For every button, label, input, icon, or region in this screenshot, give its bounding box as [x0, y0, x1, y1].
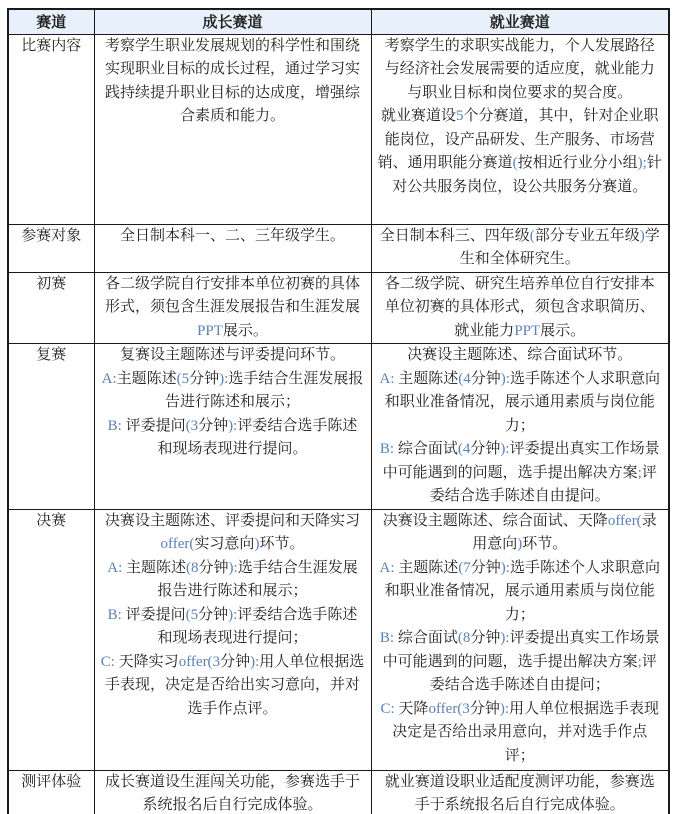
text-segment: 考察学生职业发展规划的科学性和围绕实现职业目标的成长过程，通过学习实践持续提升职业目标的达成度，增强综合素质和能力。	[104, 37, 360, 124]
halfwidth-text: ;	[637, 653, 642, 670]
row-label-cell: 决赛	[8, 509, 94, 770]
text-segment: 就业赛道设职业适配度测评功能，参赛选手于系统报名后自行完成体验。	[384, 773, 655, 813]
halfwidth-text: C:	[100, 653, 119, 670]
paragraph	[101, 651, 365, 722]
halfwidth-text: A:	[107, 559, 127, 576]
paragraph	[378, 557, 663, 628]
row-label-cell: 参赛对象	[8, 224, 94, 272]
halfwidth-text: PPT	[197, 322, 223, 339]
text-segment: 分钟	[220, 653, 251, 670]
halfwidth-text: 5	[456, 108, 464, 124]
halfwidth-text: (5	[185, 606, 199, 623]
text-segment: 决赛设主题陈述、评委提问和天降实习	[104, 512, 360, 529]
growth-cell	[94, 344, 371, 510]
employment-cell	[371, 272, 669, 344]
text-segment: 按相近行业分小组	[517, 155, 638, 171]
header-cell-growth-track: 成长赛道	[94, 9, 371, 34]
paragraph	[378, 510, 663, 557]
text-segment: 各二级学院、研究生培养单位自行安排本单位初赛的具体形式，须包含求职简历、就业能力	[384, 275, 655, 339]
text-segment: 用人单位根据选手表现决定是否给出录用意向，并对选手作点评；	[392, 700, 660, 764]
halfwidth-text: offer(	[160, 536, 195, 552]
text-segment: 主题陈述	[126, 559, 187, 576]
halfwidth-text: ):	[500, 630, 510, 646]
paragraph	[101, 510, 365, 557]
text-segment: 全日制本科三、四年级	[379, 227, 530, 244]
halfwidth-text: ):	[219, 370, 229, 387]
employment-cell	[371, 509, 669, 770]
halfwidth-text: (3	[185, 417, 199, 434]
text-segment: 成长赛道设生涯闯关功能，参赛选手于系统报名后自行完成体验。	[104, 773, 360, 813]
text-segment: 环节。	[522, 536, 568, 552]
text-segment: 天降实习	[118, 653, 179, 670]
halfwidth-text: )	[517, 536, 523, 552]
text-segment: 选手结合生涯发展报告进行陈述和展示；	[164, 370, 364, 410]
halfwidth-text: A:	[379, 559, 399, 576]
paragraph	[101, 415, 365, 462]
text-segment: 选手结合生涯发展报告进行陈述和展示；	[157, 559, 358, 599]
table-body	[8, 34, 669, 814]
text-segment: 评委提出真实工作场景中可能遇到的问题，选手提出解决方案	[382, 630, 660, 670]
text-segment: 分钟	[198, 559, 229, 576]
halfwidth-text: B:	[107, 606, 126, 623]
text-segment: 选手陈述个人求职意向和职业准备情况，展示通用素质与岗位能力；	[384, 559, 660, 623]
table-row	[8, 272, 669, 344]
halfwidth-text: (4	[458, 370, 471, 387]
halfwidth-text: ):	[250, 653, 260, 670]
header-cell-track: 赛道	[8, 9, 94, 34]
text-segment: 主题陈述	[116, 370, 177, 387]
text-segment: 选手陈述个人求职意向和职业准备情况，展示通用素质与岗位能力；	[384, 370, 660, 434]
halfwidth-text: (	[529, 227, 535, 244]
paragraph	[378, 438, 663, 509]
paragraph	[101, 771, 365, 814]
halfwidth-text: C:	[380, 700, 399, 717]
table-row	[8, 34, 669, 224]
text-segment: 学生和全体研究生。	[459, 227, 660, 267]
halfwidth-text: ):	[500, 370, 510, 387]
text-segment: 评委提问	[125, 417, 186, 434]
text-segment: 环节。	[259, 536, 305, 552]
halfwidth-text: ):	[500, 559, 510, 576]
paragraph	[378, 105, 663, 199]
halfwidth-text: ):	[499, 700, 509, 717]
paragraph	[101, 35, 365, 129]
text-segment: 分钟	[470, 370, 501, 387]
employment-cell	[371, 34, 669, 224]
halfwidth-text: (	[512, 155, 518, 171]
paragraph	[378, 35, 663, 106]
employment-cell	[371, 344, 669, 510]
growth-cell	[94, 272, 371, 344]
text-segment: 分钟	[470, 559, 501, 576]
text-segment: 个分赛道，其中，针对企业职能岗位，设产品研发、生产服务、市场营销、通用职能分赛道	[377, 108, 659, 171]
text-segment: 部分专业五年级	[534, 227, 640, 244]
text-segment: 展示。	[222, 322, 268, 339]
table-row	[8, 224, 669, 272]
halfwidth-text: offer(3	[178, 653, 221, 670]
text-segment: 评委结合选手陈述自由提问。	[429, 464, 657, 504]
text-segment: 综合面试	[397, 630, 458, 646]
paragraph	[101, 557, 365, 604]
growth-cell	[94, 224, 371, 272]
paragraph	[378, 698, 663, 769]
text-segment: 评委结合选手陈述和现场表现进行提问。	[157, 417, 358, 457]
text-segment: 评委提问	[125, 606, 186, 623]
paragraph	[378, 368, 663, 439]
text-segment: 就业赛道设	[380, 108, 456, 124]
text-segment: 考察学生的求职实战能力，个人发展路径与经济社会发展需要的适应度，就业能力与职业目标和岗位要求的契合度。	[384, 37, 655, 101]
row-label-cell: 复赛	[8, 344, 94, 510]
halfwidth-text: offer(	[607, 512, 642, 529]
halfwidth-text: ):	[228, 417, 238, 434]
text-segment: 用人单位根据选手表现，决定是否给出实习意向，并对选手作点评。	[104, 653, 365, 717]
text-segment: 决赛设主题陈述、综合面试环节。	[407, 347, 633, 363]
employment-cell	[371, 770, 669, 814]
text-segment: 分钟	[470, 441, 501, 457]
paragraph	[378, 225, 663, 272]
halfwidth-text: (8	[186, 559, 199, 576]
paragraph	[378, 344, 663, 368]
text-segment: 分钟	[198, 417, 229, 434]
text-segment: 针对公共服务岗位，设公共服务分赛道。	[392, 155, 662, 195]
paragraph	[101, 344, 365, 368]
row-label-cell: 测评体验	[8, 770, 94, 814]
tracks-comparison-table	[7, 8, 670, 814]
text-segment: 综合面试	[397, 441, 458, 457]
text-segment: 分钟	[198, 606, 229, 623]
table-row	[8, 770, 669, 814]
growth-cell	[94, 509, 371, 770]
text-segment: 实习意向	[194, 536, 255, 552]
halfwidth-text: (5	[176, 370, 190, 387]
paragraph	[101, 604, 365, 651]
table-header	[8, 9, 669, 34]
halfwidth-text: (4	[457, 441, 471, 457]
halfwidth-text: (8	[457, 630, 471, 646]
text-segment: 主题陈述	[398, 370, 459, 387]
halfwidth-text: (7	[458, 559, 471, 576]
text-segment: 决赛设主题陈述、综合面试、天降	[382, 512, 608, 529]
text-segment: 天降	[398, 700, 429, 717]
paragraph	[101, 368, 365, 415]
halfwidth-text: A:	[101, 370, 117, 387]
text-segment: 录用意向	[472, 512, 657, 552]
paragraph	[101, 273, 365, 344]
halfwidth-text: ):	[228, 606, 238, 623]
employment-cell	[371, 224, 669, 272]
text-segment: 评委结合选手陈述自由提问；	[429, 653, 657, 693]
text-segment: 各二级学院自行安排本单位初赛的具体形式，须包含生涯发展报告和生涯发展	[104, 275, 360, 315]
text-segment: 全日制本科一、二、三年级学生。	[119, 227, 345, 244]
header-cell-employment-track: 就业赛道	[371, 9, 669, 34]
text-segment: 分钟	[189, 370, 220, 387]
paragraph	[378, 627, 663, 698]
text-segment: 分钟	[469, 700, 500, 717]
halfwidth-text: offer(3	[428, 700, 470, 717]
paragraph	[378, 771, 663, 814]
row-label-cell: 初赛	[8, 272, 94, 344]
halfwidth-text: A:	[379, 370, 399, 387]
halfwidth-text: B:	[107, 417, 126, 434]
text-segment: 分钟	[470, 630, 501, 646]
halfwidth-text: )	[639, 227, 645, 244]
header-row	[8, 9, 669, 34]
text-segment: 评委提出真实工作场景中可能遇到的问题，选手提出解决方案	[382, 441, 660, 481]
table-row	[8, 344, 669, 510]
text-segment: 展示。	[540, 322, 586, 339]
halfwidth-text: ):	[500, 441, 510, 457]
text-segment: 复赛设主题陈述与评委提问环节。	[119, 347, 345, 363]
halfwidth-text: ):	[228, 559, 238, 576]
paragraph	[378, 273, 663, 344]
text-segment: 评委结合选手陈述和现场表现进行提问；	[157, 606, 358, 646]
table-row	[8, 509, 669, 770]
halfwidth-text: B:	[379, 441, 398, 457]
paragraph	[101, 225, 365, 249]
halfwidth-text: );	[637, 155, 647, 171]
text-segment: 主题陈述	[398, 559, 459, 576]
halfwidth-text: B:	[379, 630, 398, 646]
growth-cell	[94, 34, 371, 224]
halfwidth-text: )	[254, 536, 260, 552]
halfwidth-text: ;	[637, 464, 642, 481]
growth-cell	[94, 770, 371, 814]
halfwidth-text: PPT	[514, 322, 541, 339]
row-label-cell: 比赛内容	[8, 34, 94, 224]
